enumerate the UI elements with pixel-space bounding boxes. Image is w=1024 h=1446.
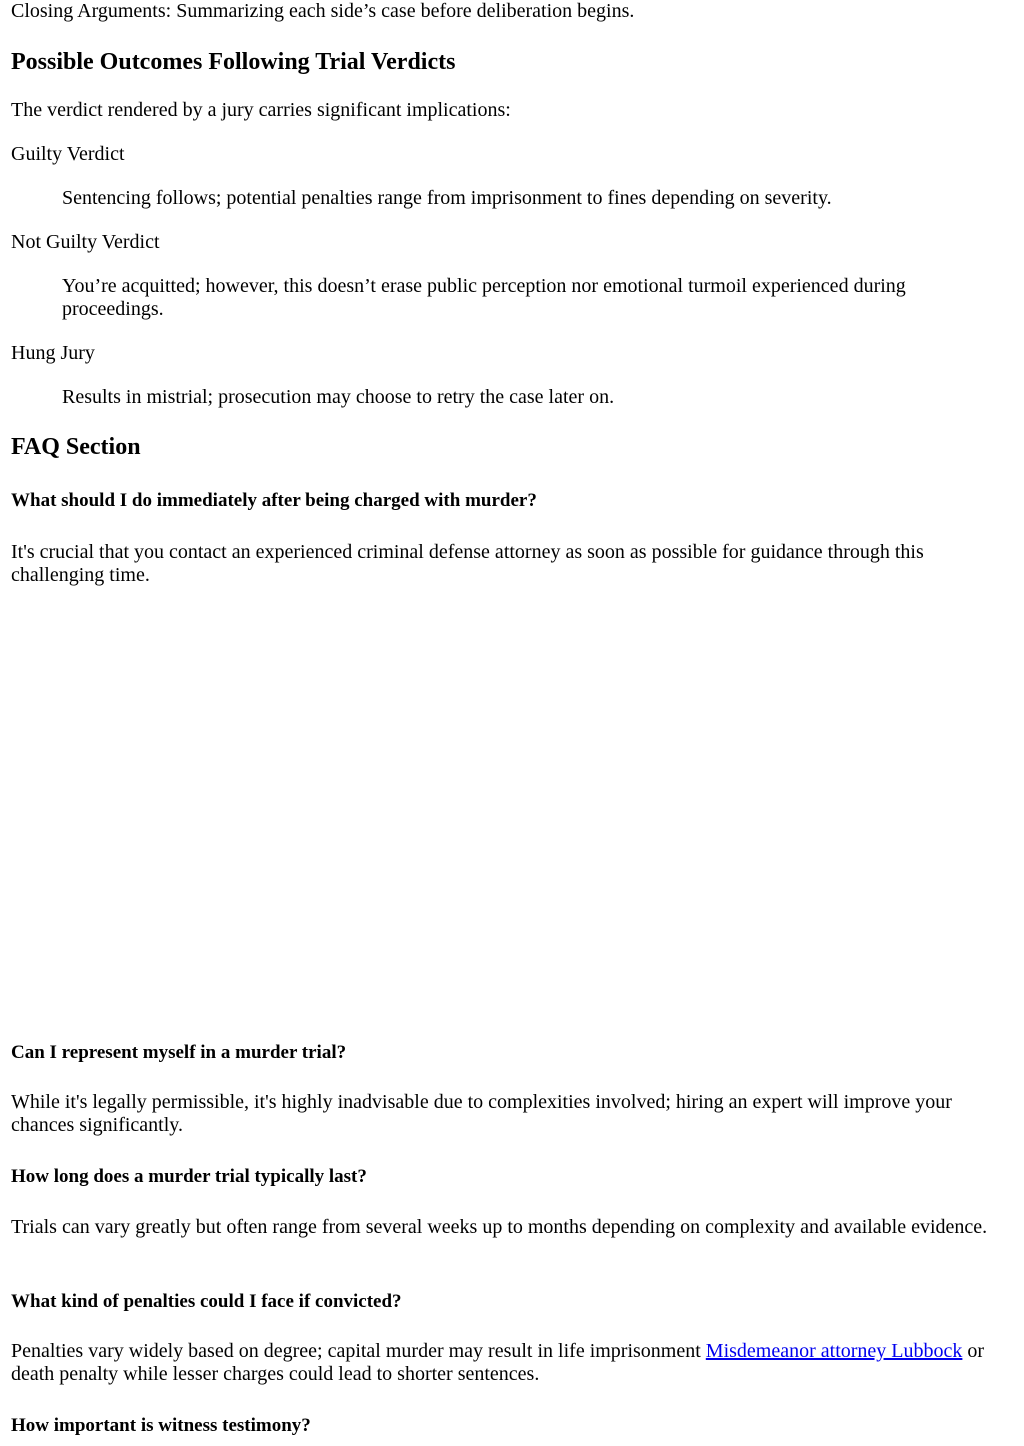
faq-answer-text: or death penalty while lesser charges could lead to shorter sentences. — [11, 1340, 985, 1385]
outcomes-lead: The verdict rendered by a jury carries significant implications: — [11, 99, 511, 121]
faq-question: How long does a murder trial typically last? — [11, 1166, 367, 1187]
faq-question: Can I represent myself in a murder trial? — [11, 1042, 347, 1063]
outcome-definition: You’re acquitted; however, this doesn’t erase public perception nor emotional turmoil experienced during proceedings. — [62, 275, 906, 320]
faq-answer: While it's legally permissible, it's highly inadvisable due to complexities involved; hiring an expert will improve your chances significantly. — [11, 1091, 952, 1136]
outcome-definition: Sentencing follows; potential penalties range from imprisonment to fines depending on severity. — [62, 187, 832, 209]
outcomes-heading: Possible Outcomes Following Trial Verdicts — [11, 49, 456, 75]
faq-answer — [11, 1340, 1004, 1386]
misdemeanor-attorney-link[interactable]: Misdemeanor attorney Lubbock — [705, 1340, 963, 1362]
faq-question: How important is witness testimony? — [11, 1415, 311, 1436]
faq-answer: It's crucial that you contact an experienced criminal defense attorney as soon as possible for guidance through this challenging time. — [11, 541, 924, 586]
empty-media-space — [11, 610, 1001, 1020]
outcome-term: Guilty Verdict — [11, 143, 125, 165]
outcome-term: Hung Jury — [11, 342, 95, 364]
faq-answer-text: Penalties vary widely based on degree; capital murder may result in life imprisonment — [11, 1340, 706, 1362]
faq-question: What kind of penalties could I face if convicted? — [11, 1291, 402, 1312]
faq-question: What should I do immediately after being charged with murder? — [11, 490, 537, 511]
faq-heading: FAQ Section — [11, 434, 141, 460]
faq-answer: Trials can vary greatly but often range from several weeks up to months depending on complexity and available evidence. — [11, 1216, 988, 1238]
closing-arguments-text: Closing Arguments: Summarizing each side’s case before deliberation begins. — [11, 0, 635, 22]
outcome-term: Not Guilty Verdict — [11, 231, 160, 253]
outcome-definition: Results in mistrial; prosecution may choose to retry the case later on. — [62, 386, 615, 408]
